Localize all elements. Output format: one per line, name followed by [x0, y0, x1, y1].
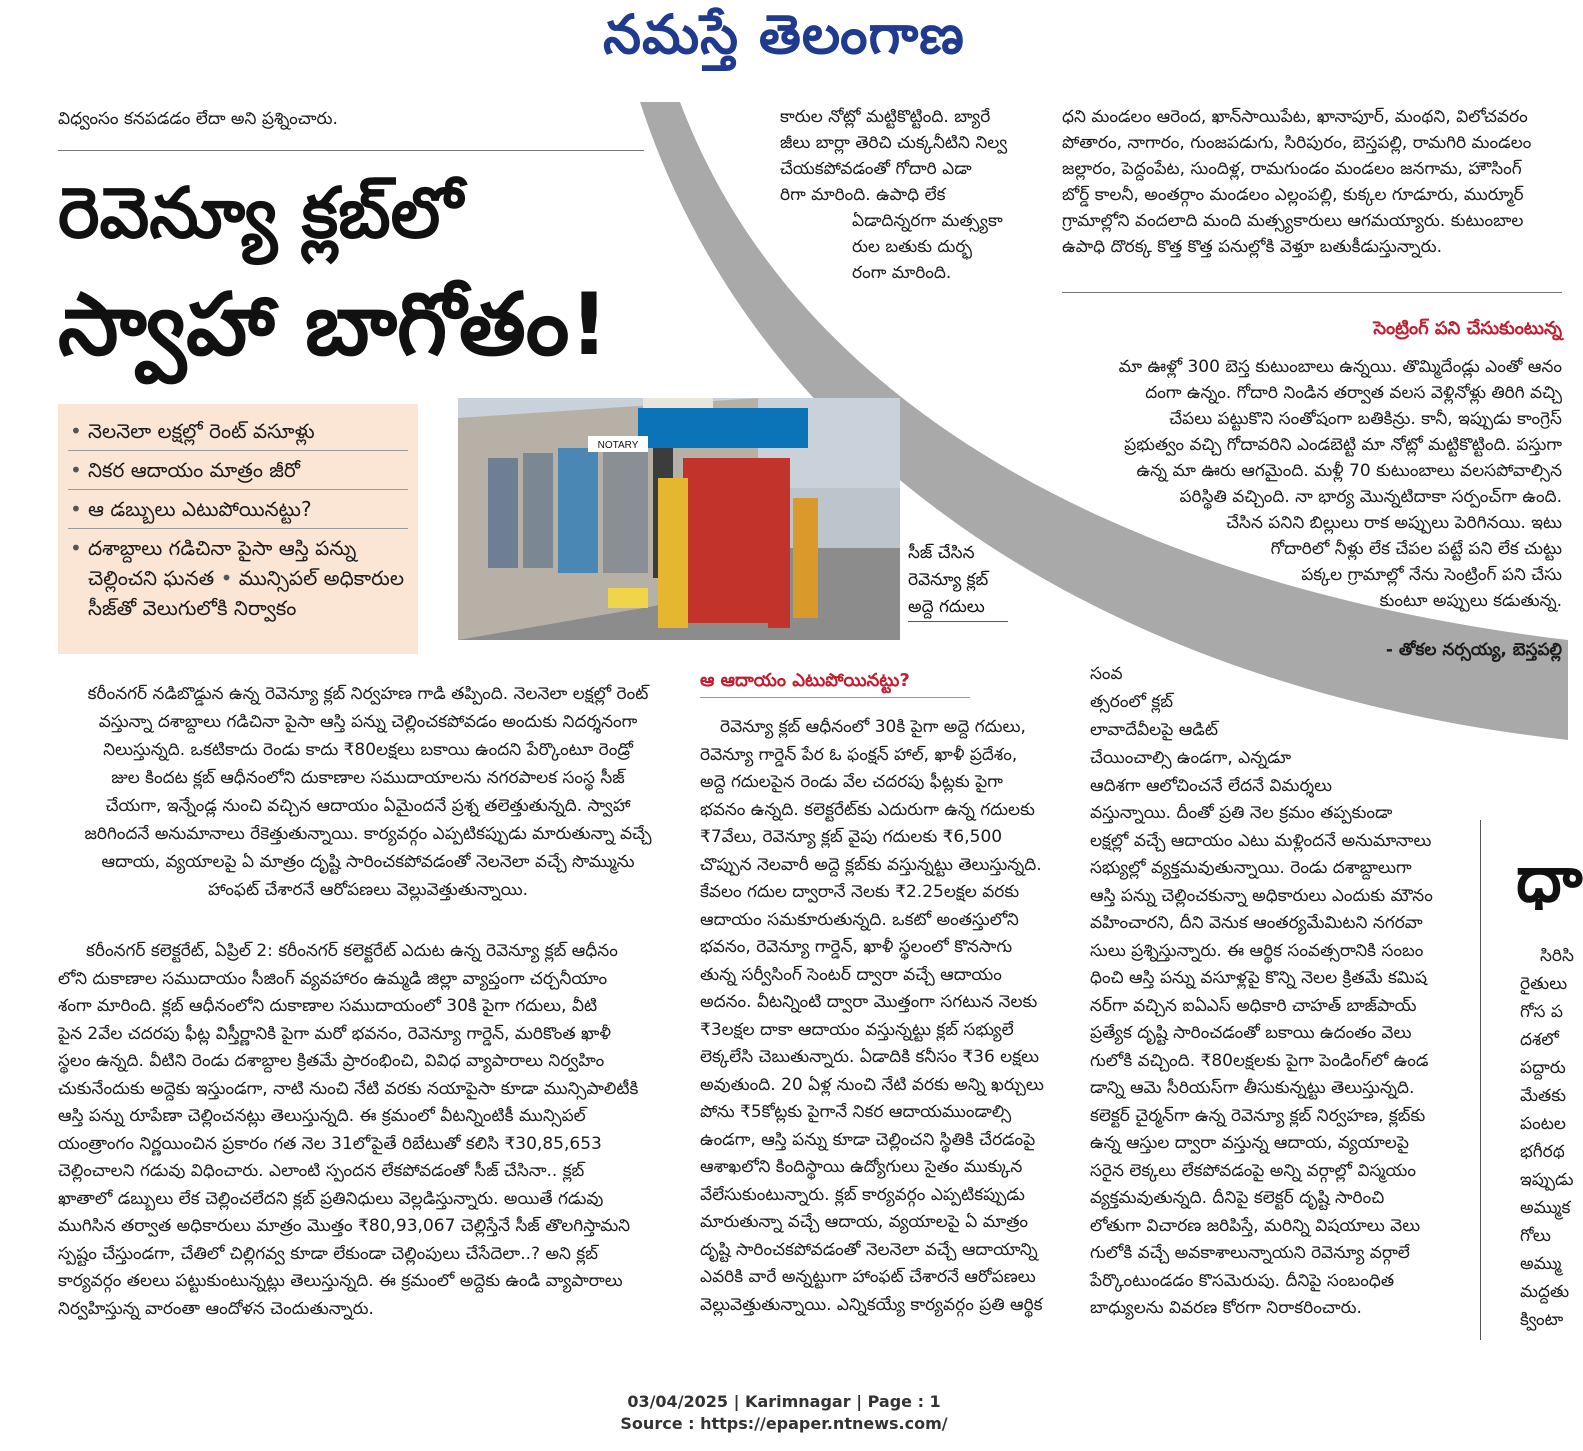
text-line: ప్రభుత్వం వచ్చి గోదావరిని ఎండబెట్టి మా నోట్లో మట్టికొట్టింది. పస్తుగా	[1124, 435, 1562, 455]
text-line: ముగిసిన తర్వాత అధికారులు మాత్రం మొత్తం ₹80,93,067 చెల్లిస్తేనే సీజ్ తొలగిస్తామని	[58, 1216, 631, 1236]
text-line: రుల బతుకు దుర్భ	[852, 237, 973, 257]
text-line: మా ఊళ్లో 300 బెస్త కుటుంబాలు ఉన్నయి. తొమ్మిదేండ్లు ఎంతో ఆనం	[1118, 357, 1562, 377]
text-line: చేయించాల్సి ఉండగా, ఎన్నడూ	[1090, 748, 1292, 768]
text-line: జరిగిందనే అనుమానాలు రేకెత్తుతున్నాయి. కార్యవర్గం ఎప్పటికప్పుడు మారుతున్నా వచ్చే	[84, 824, 652, 844]
photo-illustration	[458, 398, 900, 640]
text-line: స్పష్టం చేస్తుండగా, చేతిలో చిల్లిగవ్వ కూడా లేకుండా చెల్లింపులు చేసేదెలా..? అని క్లబ్	[58, 1243, 598, 1264]
text-line: చుకునేందుకు అద్దెకు ఇస్తుండగా, నాటి నుంచి నేటి వరకు నయాపైసా కూడా మున్సిపాలిటీకి	[58, 1078, 639, 1099]
text-line: అమ్ముక	[1520, 1198, 1571, 1218]
text-line: ఉన్న మా ఊరు ఆగమైంది. మళ్లీ 70 కుటుంబాలు వలసపోవాల్సిన	[1136, 461, 1562, 481]
text-line: నిలుస్తున్నది. ఒకటికాదు రెండు కాదు ₹80లక్షలు బకాయి ఉందని పేర్కొంటూ రెండ్రో	[103, 740, 633, 760]
far-right-column	[1520, 942, 1574, 1334]
text-line: చొప్పున నెలవారీ అద్దె క్లబ్‌కు వస్తున్నట్టు తెలుస్తున్నది.	[700, 854, 1042, 875]
text-line: దృష్టి సారించకపోవడంతో నెలనెలా వచ్చే ఆదాయాన్ని	[700, 1239, 1038, 1260]
text-line: జీలు బార్లా తెరిచి చుక్కనీటిని నిల్వ	[780, 133, 1008, 153]
right-top-column	[1062, 104, 1568, 260]
text-line: లావాదేవీలపై ఆడిట్	[1090, 720, 1218, 740]
text-line: పంటల	[1520, 1114, 1566, 1134]
text-line: భగీరథ	[1520, 1142, 1565, 1162]
text-line: జుల కిందట క్లబ్ ఆధీనంలోని దుకాణాల సముదాయాలను నగరపాలక సంస్థ సీజ్	[111, 768, 625, 788]
text-line: వ్యక్తమవుతున్నది. దీనిపై కలెక్టర్ దృష్టి సారించి	[1090, 1188, 1385, 1208]
text-line: దంగా ఉన్నం. గోదారి నిండిన తర్వాత వలస వెళ్లినోళ్లు తిరిగి వచ్చి	[1145, 383, 1562, 403]
photo-caption-line: అద్దె గదులు	[908, 594, 1008, 622]
text-line: ఎవరికి వారే అన్నట్టుగా హాంఫట్ చేశారనే ఆరోపణలు	[700, 1267, 1036, 1287]
text-line: అమ్ము	[1520, 1254, 1562, 1274]
middle-top-column	[780, 104, 1030, 286]
sidebar-quote	[1050, 354, 1562, 614]
bullet-item: • నికర ఆదాయం మాత్రం జీరో	[68, 451, 408, 490]
column-subhead: ఆ ఆదాయం ఎటుపోయినట్టు?	[700, 670, 970, 698]
text-line: సంవ	[1090, 664, 1123, 684]
text-line: అద్దె గదులపైన రెండు వేల చదరపు ఫీట్లకు పైగా	[700, 772, 1003, 792]
text-line: వెల్లువెత్తుతున్నాయి. ఎన్నికయ్యే కార్యవర్గం ప్రతి ఆర్థిక	[700, 1294, 1043, 1315]
text-line: రెవెన్యూ క్లబ్ ఆధీనంలో 30కి పైగా అద్దె గదులు,	[720, 717, 1026, 737]
text-line: రైతులు	[1520, 974, 1568, 994]
body-column-1	[58, 938, 678, 1323]
sidebar-subhead: సెంట్రింగ్ పని చేసుకుంటున్న	[1373, 318, 1562, 339]
photo-caption-line: రెవెన్యూ క్లబ్	[908, 570, 989, 590]
text-line: ధని మండలం ఆరెంద, ఖాన్‌సాయిపేట, ఖానాపూర్, మంథని, విలోచవరం	[1062, 107, 1528, 127]
text-line: త్సరంలో క్లబ్	[1090, 692, 1173, 712]
text-line: రిగా మారింది. ఉపాధి లేక	[780, 185, 946, 205]
text-line: లోని దుకాణాల సముదాయం సీజింగ్ వ్యవహారం ఉమ్మడి జిల్లా వ్యాప్తంగా చర్చనీయాం	[58, 968, 608, 989]
text-line: అవుతుంది. 20 ఏళ్ల నుంచి నేటి వరకు అన్ని ఖర్చులు	[700, 1074, 1044, 1095]
text-line: ఆదాయం సమకూరుతున్నది. ఒకటో అంతస్తులోని	[700, 909, 1019, 930]
article-photo	[458, 398, 900, 640]
text-line: సిరిసి	[1540, 946, 1574, 966]
text-line: లక్షల్లో వచ్చే ఆదాయం ఎటు మళ్లిందనే అనుమానాలు	[1090, 830, 1432, 851]
text-line: దశలో	[1520, 1030, 1559, 1050]
photo-caption-line: సీజ్ చేసిన	[908, 543, 975, 563]
text-line: కేవలం గదుల ద్వారానే నెలకు ₹2.25లక్షల వరకు	[700, 882, 1020, 902]
text-line: రంగా మారింది.	[852, 263, 952, 283]
text-line: అదనం. వీటన్నింటి ద్వారా మొత్తంగా సగటున నెలకు	[700, 992, 1038, 1012]
text-line: ఉపాధి దొరక్క కొత్త కొత్త పనుల్లోకి వెళ్తూ బతుకీడుస్తున్నారు.	[1062, 237, 1442, 257]
divider	[58, 150, 644, 151]
divider	[1062, 292, 1562, 293]
text-line: గ్రామాల్లోని వందలాది మంది మత్స్యకారులు ఆగమయ్యారు. కుటుంబాల	[1062, 211, 1524, 231]
far-right-headline: ధా	[1516, 843, 1583, 917]
text-line: ₹7వేలు, రెవెన్యూ క్లబ్ వైపు గదులకు ₹6,500	[700, 827, 1003, 847]
text-line: రెవెన్యూ గార్డెన్ పేర ఓ ఫంక్షన్ హాల్, ఖాళీ ప్రదేశం,	[700, 744, 1018, 765]
text-line: బోర్డ్ కాలనీ, అంతర్గాం మండలం ఎల్లంపల్లి, కుక్కల గూడూరు, ముర్మూర్	[1062, 185, 1524, 205]
text-line: పోను ₹5కోట్లకు పైగానే నికర ఆదాయముండాల్సి	[700, 1102, 1012, 1122]
text-line: యంత్రాంగం నిర్ణయించిన ప్రకారం గత నెల 31లోపైతే రిబేటుతో కలిసి ₹30,85,653	[58, 1133, 602, 1154]
text-line: ₹3లక్షల దాకా ఆదాయం వస్తున్నట్టు క్లబ్ సభ్యులే	[700, 1019, 1014, 1040]
photo-caption	[908, 540, 1008, 622]
headline-line-1: రెవెన్యూ క్లబ్‌లో	[58, 172, 463, 254]
text-line: పోతారం, నాగారం, గుంజపడుగు, సిరిపురం, బెస్తపల్లి, రామగిరి మండలం	[1062, 133, 1532, 153]
newspaper-masthead: నమస్తే తెలంగాణ	[603, 2, 965, 66]
column-divider	[1480, 820, 1481, 1340]
text-line: కరీంనగర్ నడిబొడ్డున ఉన్న రెవెన్యూ క్లబ్ నిర్వహణ గాడి తప్పింది. నెలనెలా లక్షల్లో రెంట్	[87, 684, 649, 704]
text-line: బాధ్యులను వివరణ కోరగా నిరాకరించారు.	[1090, 1298, 1362, 1318]
body-column-3-top	[1090, 660, 1470, 800]
text-line: వస్తున్నా దశాబ్దాలు గడిచినా పైసా ఆస్తి పన్ను చెల్లించకపోవడం అందుకు నిదర్శనంగా	[98, 712, 638, 732]
text-line: స్థలం ఉన్నది. వీటిని రెండు దశాబ్దాల క్రితమే ప్రారంభించి, వివిధ వ్యాపారాలు నిర్వహిం	[58, 1051, 605, 1071]
text-line: సరైన లెక్కలు లేకపోవడంపై అన్ని వర్గాల్లో విస్మయం	[1090, 1160, 1416, 1181]
bullet-item: • ఆ డబ్బులు ఎటుపోయినట్టు?	[68, 490, 408, 529]
bullet-item: • దశాబ్దాలు గడిచినా పైసా ఆస్తి పన్ను చెల్లించని ఘనత • మున్సిపల్ అధికారుల సీజ్‌తో వెలుగులోకి నిర్వాకం	[68, 529, 408, 627]
text-line: చేయగా, ఇన్నేండ్ల నుంచి వచ్చిన ఆదాయం ఏమైందనే ప్రశ్న తలెత్తుతున్నది. స్వాహా	[105, 796, 631, 816]
text-line: కలెక్టర్ చైర్మన్‌గా ఉన్న రెవెన్యూ క్లబ్ నిర్వహణ, క్లబ్‌కు	[1090, 1105, 1426, 1126]
bullet-points-box	[58, 404, 418, 654]
text-line: సులు ప్రశ్నిస్తున్నారు. ఈ ఆర్థిక సంవత్సరానికి సంబం	[1090, 940, 1424, 961]
text-line: జల్లారం, పెద్దంపేట, సుందిళ్ల, రామగుండం మండలం జనగామ, హౌసింగ్	[1062, 159, 1522, 179]
text-line: నిర్వహిస్తున్న వారంతా ఆందోళన చెందుతున్నారు.	[58, 1298, 374, 1319]
text-line: కారుల నోట్లో మట్టికొట్టింది. బ్యారే	[780, 107, 991, 127]
photo-sign-text: NOTARY	[597, 440, 639, 451]
text-line: చేయకపోవడంతో గోదారి ఎడా	[780, 159, 972, 179]
text-line: సభ్యుల్లో వ్యక్తమవుతున్నాయి. రెండు దశాబ్దాలుగా	[1090, 858, 1412, 878]
body-column-3	[1090, 800, 1475, 1323]
text-line: హాంఫట్ చేశారనే ఆరోపణలు వెల్లువెత్తుతున్నాయి.	[207, 880, 529, 900]
text-line: మద్దతు	[1520, 1282, 1570, 1302]
footer-date-edition: 03/04/2025 | Karimnagar | Page : 1	[627, 1392, 941, 1411]
text-line: ఆస్తి పన్ను చెల్లించకున్నా అధికారులు ఎందుకు మౌనం	[1090, 885, 1433, 906]
text-line: నర్‌గా వచ్చిన ఐఏఎస్ అధికారి చాహత్ బాజ్‌పాయ్	[1090, 995, 1417, 1016]
text-line: చేపలు పట్టుకొని సంతోషంగా బతికిన్రు. కానీ, ఇప్పుడు కాంగ్రెస్	[1169, 409, 1562, 429]
text-line: ఏడాదిన్నరగా మత్స్యకా	[852, 211, 1003, 231]
text-line: డాన్ని ఆమె సీరియస్‌గా తీసుకున్నట్టు తెలుస్తున్నది.	[1090, 1078, 1415, 1098]
text-line: కరీంనగర్ కలెక్టరేట్, ఏప్రిల్ 2: కరీంనగర్ కలెక్టరేట్ ఎదుట ఉన్న రెవెన్యూ క్లబ్ ఆధీనం	[86, 941, 618, 961]
text-line: ఇప్పుడు	[1520, 1170, 1574, 1190]
text-line: ఖాతాలో డబ్బులు లేక చెల్లించలేదని క్లబ్ ప్రతినిధులు వెల్లడిస్తున్నారు. అయితే గడువు	[58, 1188, 604, 1209]
text-line: ఆదిశగా ఆలోచించనే లేదనే విమర్శలు	[1090, 776, 1333, 796]
bullet-item: • నెలనెలా లక్షల్లో రెంట్ వసూళ్లు	[68, 412, 408, 451]
sidebar-attribution: - తోకల నర్సయ్య, బెస్తపల్లి	[1385, 640, 1562, 660]
text-line: భవనం, రెవెన్యూ గార్డెన్, ఖాళీ స్థలంలో కొనసాగు	[700, 937, 1013, 957]
text-line: చెల్లించాలని గడువు విధించారు. ఎలాంటి స్పందన లేకపోవడంతో సీజ్ చేసినా.. క్లబ్	[58, 1161, 585, 1181]
text-line: కుంటూ అప్పులు కడుతున్న.	[1379, 591, 1562, 611]
footer-source-link[interactable]: Source : https://epaper.ntnews.com/	[620, 1414, 948, 1433]
text-line: గోస ప	[1520, 1002, 1563, 1022]
text-line: ఆశాఖలోని కిందిస్థాయి ఉద్యోగులు సైతం ముక్కున	[700, 1157, 1023, 1177]
text-line: ప్రత్యేక దృష్టి సారించడంతో బకాయి ఉదంతం వెలు	[1090, 1023, 1412, 1043]
text-line: మారుతున్నా వచ్చే ఆదాయ, వ్యయాలపై ఏ మాత్రం	[700, 1212, 1029, 1232]
text-line: చేసిన పనిని బిల్లులు రాక అప్పులు పెరిగినయి. ఇటు	[1226, 513, 1562, 533]
text-line: ఆస్తి పన్ను రూపేణా చెల్లించనట్లు తెలుస్తున్నది. ఈ క్రమంలో వీటన్నింటికీ మున్సిపల్	[58, 1106, 586, 1126]
text-line: గోదారిలో నీళ్లు లేక చేపల పట్టే పని లేక చుట్టు	[1270, 539, 1562, 559]
text-line: పరిస్థితి వచ్చింది. నా భార్య మొన్నటిదాకా సర్పంచ్‌గా ఉంది.	[1179, 487, 1562, 507]
text-line: పద్దారు	[1520, 1058, 1566, 1078]
bullet-text: దశాబ్దాలు గడిచినా పైసా ఆస్తి పన్ను చెల్లించని ఘనత	[88, 536, 357, 590]
text-line: లెక్కలేసి చెబుతున్నారు. ఏడాదికి కనీసం ₹36 లక్షలు	[700, 1047, 1040, 1067]
text-line: వేలేసుకుంటున్నారు. క్లబ్ కార్యవర్గం ఎప్పటికప్పుడు	[700, 1184, 1025, 1205]
text-line: క్వింటా	[1520, 1310, 1564, 1330]
text-line: లోతుగా విచారణ జరిపిస్తే, మరిన్ని విషయాలు వెలు	[1090, 1215, 1421, 1236]
text-line: భవనం ఉన్నది. కలెక్టరేట్‌కు ఎదురుగా ఉన్న గదులకు	[700, 799, 1035, 820]
text-line: మేతకు	[1520, 1086, 1566, 1106]
text-line: తున్న సర్వీసింగ్ సెంటర్ ద్వారా వచ్చే ఆదాయం	[700, 964, 1002, 985]
text-line: వహించారని, దీని వెనుక ఆంతర్యమేమిటని నగరవా	[1090, 913, 1423, 933]
bullet-text: మున్సిపల్ అధికారుల సీజ్‌తో వెలుగులోకి నిర్వాకం	[88, 566, 405, 620]
text-line: పక్కల గ్రామాల్లో నేను సెంట్రింగ్ పని చేసు	[1301, 565, 1562, 585]
intro-paragraph	[58, 680, 678, 904]
text-line: వస్తున్నాయి. దీంతో ప్రతి నెల క్రమం తప్పకుండా	[1090, 803, 1393, 823]
text-line: శంగా మారింది. క్లబ్ ఆధీనంలోని దుకాణాల సముదాయంలో 30కి పైగా గదులు, వీటి	[58, 996, 598, 1016]
headline-line-2: స్వాహా బాగోతం!	[58, 275, 609, 375]
text-line: గులోకి వచ్చే అవకాశాలున్నాయని రెవెన్యూ వర్గాలే	[1090, 1243, 1410, 1263]
text-line: గోలు	[1520, 1226, 1551, 1246]
previous-article-fragment: విధ్వంసం కనపడడం లేదా అని ప్రశ్నించారు.	[58, 109, 338, 129]
text-line: పైన 2వేల చదరపు ఫీట్ల విస్తీర్ణానికి పైగా మరో భవనం, రెవెన్యూ గార్డెన్, మరికొంత ఖాళీ	[58, 1023, 611, 1044]
text-line: గులోకి వచ్చింది. ₹80లక్షలకు పైగా పెండింగ్‌లో ఉండ	[1090, 1050, 1429, 1071]
body-column-2	[700, 714, 1065, 1319]
text-line: కార్యవర్గం తలలు పట్టుకుంటున్నట్లు తెలుస్తున్నది. ఈ క్రమంలో అద్దెకు ఉండి వ్యాపారాలు	[58, 1271, 623, 1291]
text-line: ఉన్న ఆస్తుల ద్వారా వస్తున్న ఆదాయ, వ్యయాలపై	[1090, 1133, 1409, 1153]
text-line: పేర్కొంటుండడం కొసమెరుపు. దీనిపై సంబంధిత	[1090, 1270, 1395, 1291]
text-line: ఆదాయ, వ్యయాలపై ఏ మాత్రం దృష్టి సారించకపోవడంతో నెలనెలా వచ్చే సొమ్మును	[101, 852, 635, 872]
text-line: ధించి ఆస్తి పన్ను వసూళ్లపై కొన్ని నెలల క్రితమే కమిష	[1090, 968, 1427, 988]
text-line: ఉండగా, ఆస్తి పన్ను కూడా చెల్లించని స్థితికి చేరడంపై	[700, 1129, 1036, 1150]
